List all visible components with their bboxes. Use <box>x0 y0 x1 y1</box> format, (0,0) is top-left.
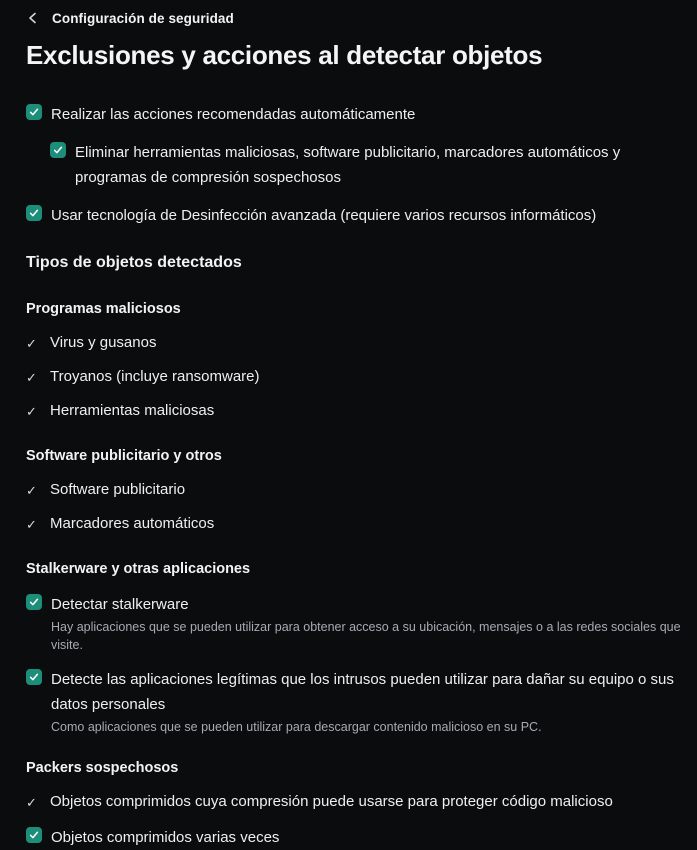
back-button[interactable] <box>26 11 40 25</box>
checkbox-checked-icon[interactable] <box>26 594 42 610</box>
detected-type-item <box>26 333 689 353</box>
detected-type-item <box>26 792 689 812</box>
checkbox-checked-icon[interactable] <box>50 142 66 158</box>
detected-type-label: Herramientas maliciosas <box>50 402 215 419</box>
option-description: Hay aplicaciones que se pueden utilizar para obtener acceso a su ubicación, mensajes o a las redes sociales que visite. <box>51 620 681 652</box>
check-icon: ✓ <box>26 370 37 385</box>
group-adware <box>26 446 689 534</box>
page-title: Exclusiones y acciones al detectar objetos <box>26 40 543 70</box>
group-title: Stalkerware y otras aplicaciones <box>26 561 251 577</box>
checkbox-checked-icon[interactable] <box>26 205 42 221</box>
option-multi-packed-objects[interactable] <box>26 825 689 850</box>
check-icon: ✓ <box>26 404 37 419</box>
chevron-left-icon <box>26 11 40 25</box>
detected-type-item <box>26 367 689 387</box>
detected-type-item <box>26 480 689 500</box>
group-title: Software publicitario y otros <box>26 448 222 464</box>
checkbox-checked-icon[interactable] <box>26 104 42 120</box>
check-icon: ✓ <box>26 483 37 498</box>
group-malware <box>26 299 689 421</box>
check-icon: ✓ <box>26 336 37 351</box>
check-icon: ✓ <box>26 517 37 532</box>
option-detect-legit-apps[interactable] <box>26 667 689 736</box>
option-detect-stalkerware[interactable] <box>26 592 689 654</box>
option-label: Objetos comprimidos varias veces <box>51 829 280 846</box>
checkbox-checked-icon[interactable] <box>26 827 42 843</box>
option-remove-malicious-tools[interactable] <box>50 140 689 190</box>
option-auto-actions[interactable] <box>26 102 689 127</box>
top-options <box>26 102 689 228</box>
option-advanced-disinfection[interactable] <box>26 203 689 228</box>
option-label: Detecte las aplicaciones legítimas que los intrusos pueden utilizar para dañar su equipo o sus datos personales <box>51 671 674 713</box>
check-icon: ✓ <box>26 795 37 810</box>
detected-type-label: Virus y gusanos <box>50 334 157 351</box>
option-label: Usar tecnología de Desinfección avanzada (requiere varios recursos informáticos) <box>51 207 597 224</box>
group-title: Programas maliciosos <box>26 301 181 317</box>
detected-type-label: Software publicitario <box>50 481 186 498</box>
checkbox-checked-icon[interactable] <box>26 669 42 685</box>
option-label: Eliminar herramientas maliciosas, software publicitario, marcadores automáticos y programas de compresión sospechosos <box>75 144 621 186</box>
option-label: Detectar stalkerware <box>51 596 189 613</box>
group-title: Packers sospechosos <box>26 760 179 776</box>
group-stalkerware <box>26 559 689 736</box>
breadcrumb-label[interactable]: Configuración de seguridad <box>52 10 234 26</box>
detected-type-label: Objetos comprimidos cuya compresión puede usarse para proteger código malicioso <box>50 793 613 810</box>
detected-type-label: Marcadores automáticos <box>50 515 215 532</box>
group-packers <box>26 758 689 850</box>
detected-type-label: Troyanos (incluye ransomware) <box>50 368 260 385</box>
breadcrumb <box>26 8 689 28</box>
option-label: Realizar las acciones recomendadas automáticamente <box>51 106 416 123</box>
detected-types-heading: Tipos de objetos detectados <box>26 254 242 271</box>
detected-type-item <box>26 401 689 421</box>
detected-type-item <box>26 514 689 534</box>
option-description: Como aplicaciones que se pueden utilizar para descargar contenido malicioso en su PC. <box>51 720 542 734</box>
